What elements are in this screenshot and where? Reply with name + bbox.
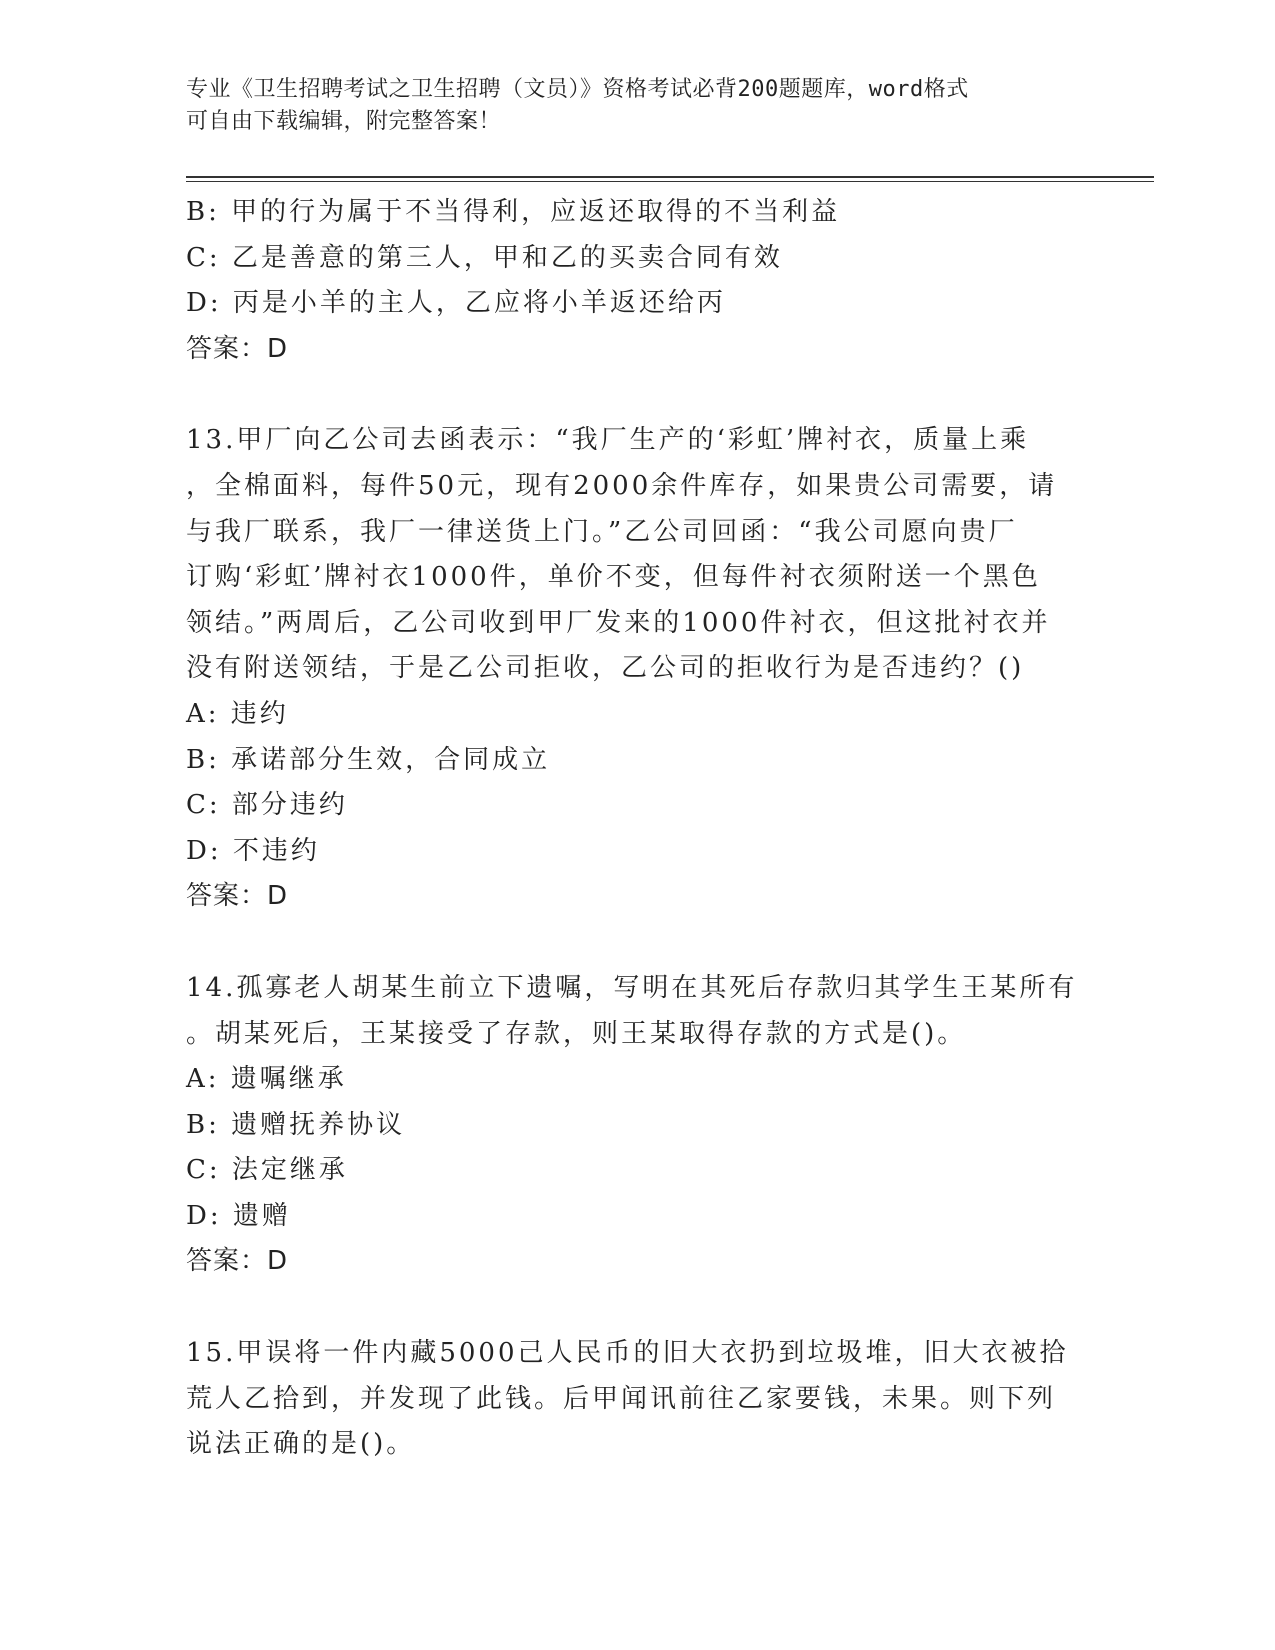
question-13-text (186, 418, 1066, 692)
header-line-1: 专业《卫生招聘考试之卫生招聘（文员）》资格考试必背200题题库，word格式 (186, 77, 969, 102)
answer-label: 答案：D (186, 333, 289, 364)
question-13 (186, 418, 1066, 920)
header-divider-thin (186, 181, 1154, 182)
header-line-2: 可自由下载编辑，附完整答案！ (186, 109, 502, 134)
option-c: C: 乙是善意的第三人，甲和乙的买卖合同有效 (186, 242, 783, 273)
answer-label: 答案：D (186, 881, 289, 912)
question-text-line: 。胡某死后，王某接受了存款，则王某取得存款的方式是()。 (186, 1018, 967, 1049)
answer-label: 答案：D (186, 1246, 289, 1277)
question-text-line: 15.甲误将一件内藏5000己人民币的旧大衣扔到垃圾堆，旧大衣被拾 (186, 1338, 1069, 1369)
question-text-line: 领结。”两周后，乙公司收到甲厂发来的1000件衬衣，但这批衬衣并 (186, 607, 1051, 638)
option-d: D: 遗赠 (186, 1200, 291, 1231)
option-b: B: 遗赠抚养协议 (186, 1109, 406, 1140)
question-text-line: 没有附送领结，于是乙公司拒收，乙公司的拒收行为是否违约？() (186, 653, 1025, 684)
option-c: C: 部分违约 (186, 790, 348, 821)
option-b: B: 承诺部分生效，合同成立 (186, 744, 551, 775)
option-c: C: 法定继承 (186, 1155, 348, 1186)
option-a: A: 遗嘱继承 (186, 1064, 347, 1095)
question-15 (186, 1331, 1069, 1468)
question-text-line: 订购‘彩虹’牌衬衣1000件，单价不变，但每件衬衣须附送一个黑色 (186, 562, 1041, 593)
document-header (186, 74, 1066, 138)
question-text-line: 与我厂联系，我厂一律送货上门。”乙公司回函：“我公司愿向贵厂 (186, 516, 1018, 547)
question-text-line: 说法正确的是()。 (186, 1429, 416, 1460)
question-text-line: 14.孤寡老人胡某生前立下遗嘱，写明在其死后存款归其学生王某所有 (186, 972, 1078, 1003)
question-12-continued (186, 190, 1066, 372)
question-text-line: ，全棉面料，每件50元，现有2000余件库存，如果贵公司需要，请 (186, 470, 1058, 501)
question-text-line: 13.甲厂向乙公司去函表示：“我厂生产的‘彩虹’牌衬衣，质量上乘 (186, 425, 1030, 456)
question-15-text (186, 1331, 1069, 1468)
option-d: D: 丙是小羊的主人，乙应将小羊返还给丙 (186, 288, 726, 319)
question-14-text (186, 966, 1078, 1057)
question-14 (186, 966, 1078, 1285)
question-text-line: 荒人乙拾到，并发现了此钱。后甲闻讯前往乙家要钱，未果。则下列 (186, 1383, 1057, 1414)
option-b: B: 甲的行为属于不当得利，应返还取得的不当利益 (186, 197, 841, 227)
option-d: D: 不违约 (186, 835, 320, 866)
question-content (186, 190, 1078, 1468)
option-a: A: 违约 (186, 698, 289, 729)
header-divider-thick (186, 176, 1154, 178)
